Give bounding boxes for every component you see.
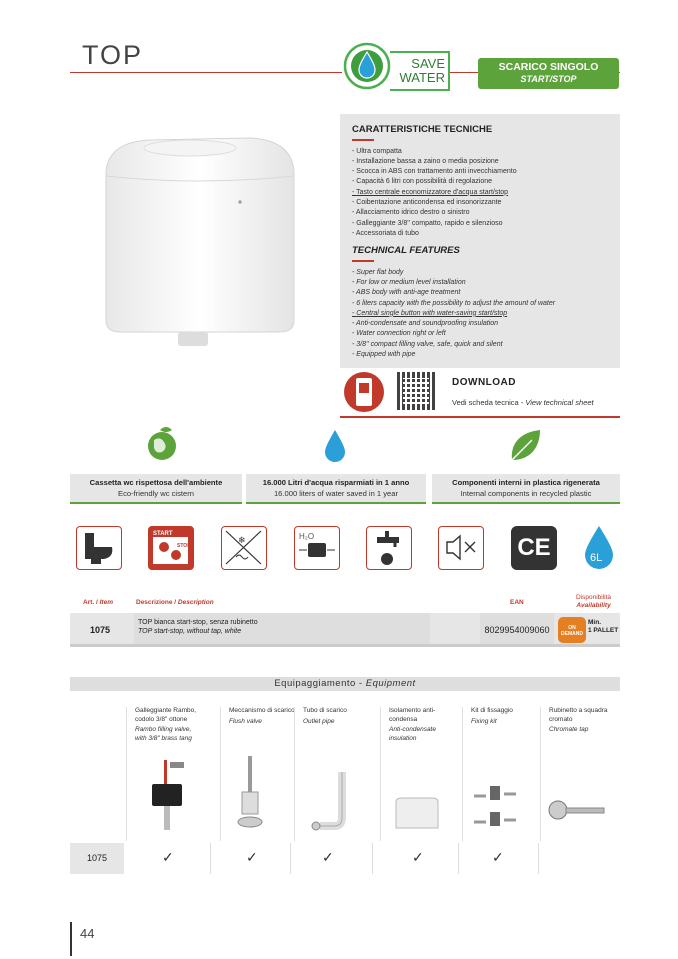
download-title[interactable]: DOWNLOAD [452,377,516,388]
page-title: TOP [82,40,144,70]
spec-item: - Water connection right or left [352,329,608,339]
save-line1: SAVE [411,56,445,71]
equip-it: Meccanismo di scarico [229,707,295,714]
header-art-en: Item [99,599,113,606]
spec-item: - Coibentazione anticondensa ed insonorizzante [352,198,608,208]
header-desc [136,599,214,606]
capacity-drop-icon [583,524,615,570]
on-demand-badge [558,617,586,643]
spec-item: - Ultra compatta [352,147,608,157]
eco-box-3 [432,474,620,504]
download-section[interactable] [340,368,620,418]
specs-list-en [352,268,608,361]
product-desc-en: TOP start-stop, without tap, white [138,628,242,635]
outlet-pipe-image [308,770,354,832]
page-number: 44 [80,926,95,941]
product-ean: 8029954009060 [480,613,554,644]
check-mark: ✓ [412,849,424,865]
spec-item: - Super flat body [352,268,608,278]
eco-title: 16.000 Litri d'acqua risparmiati in 1 anno [262,478,410,487]
column-separator [458,843,459,874]
technical-specs-panel [340,114,620,368]
spec-item: - Galleggiante 3/8'' compatto, rapido e silenzioso [352,219,608,229]
spec-item: - ABS body with anti-age treatment [352,288,608,298]
min-2: 1 PALLET [588,627,619,634]
page-number-bar [70,922,72,956]
specs-list-it [352,147,608,240]
save-line2: WATER [399,70,445,85]
toilet-icon [76,526,122,570]
product-row [70,613,620,647]
spec-item: - For low or medium level installation [352,278,608,288]
equip-it: Isolamento anti-condensa [389,707,436,723]
water-connection-icon [294,526,340,570]
download-sub-en: View technical sheet [525,398,594,407]
fixing-kit-image [470,784,520,832]
ce-label: CE [517,534,551,561]
check-mark: ✓ [246,849,258,865]
spec-item: - Tasto centrale economizzatore d'acqua start/stop [352,188,608,198]
column-separator [372,843,373,874]
tap-icon [366,526,412,570]
spec-item: - Installazione bassa a zaino o media posizione [352,157,608,167]
check-mark: ✓ [322,849,334,865]
eco-subtitle: Internal components in recycled plastic [460,489,592,498]
download-subtitle [452,398,594,407]
eco-subtitle: 16.000 liters of water saved in 1 year [273,489,399,498]
cistern-product-image [100,132,300,352]
equip-it: Tubo di scarico [303,707,347,714]
header-avail-it: Disponibilità [576,594,612,601]
equipment-label-it: Equipaggiamento - [274,678,366,689]
eco-title: Cassetta wc rispettosa dell'ambiente [89,478,223,487]
equip-it: Kit di fissaggio [471,707,513,714]
column-separator [210,843,211,874]
h2o-label: H₂O [299,532,315,541]
equip-en: Fixing kit [471,717,497,725]
specs-accent-rule [352,260,374,262]
header-art [83,599,113,606]
specs-heading-en: TECHNICAL FEATURES [352,245,460,257]
header-avail-en: Availability [576,602,611,609]
product-desc [134,613,430,644]
spec-item: - Scocca in ABS con trattamento anti invecchiamento [352,167,608,177]
spec-item: - Capacità 6 litri con possibilità di regolazione [352,177,608,187]
product-min [588,613,622,644]
spec-item: - 3/8'' compact filling valve, safe, quick and silent [352,340,608,350]
earth-leaf-icon [144,424,180,464]
min-1: Min. [588,619,601,626]
check-mark: ✓ [162,849,174,865]
eco-subtitle: Eco-friendly wc cistern [118,489,194,498]
ce-mark-icon [511,526,557,570]
product-type-badge [478,58,619,89]
specs-heading-it: CARATTERISTICHE TECNICHE [352,124,493,135]
equipment-row [70,843,620,874]
equip-en: Anti-condensate insulation [389,726,436,742]
stop-label: STOP [177,543,191,549]
spec-item: - Anti-condensate and soundproofing insulation [352,319,608,329]
eco-box-1 [70,474,242,504]
column-separator [290,843,291,874]
anti-condensate-icon [221,526,267,570]
equip-en: Rambo filling valve, with 3/8" brass tang [135,726,192,742]
qr-code[interactable] [397,372,435,410]
on-demand-2: DEMAND [561,631,583,637]
column-separator [538,843,539,874]
capacity-label: 6L [590,552,603,564]
phone-scan-icon [342,370,386,414]
svg-text:❄: ❄ [238,536,246,546]
eco-title: Componenti interni in plastica rigenerata [452,478,600,487]
equip-en: Outlet pipe [303,717,335,725]
badge-line2: START/STOP [520,74,577,84]
badge-line1: SCARICO SINGOLO [498,61,599,73]
save-water-text [395,57,445,85]
specs-accent-rule [352,139,374,141]
product-art: 1075 [89,625,111,635]
start-stop-icon [148,526,194,570]
spec-item: - Equipped with pipe [352,350,608,360]
water-drop-icon [322,428,348,464]
filling-valve-image [148,760,188,832]
header-desc-en: Description [177,599,214,606]
header-ean: EAN [510,599,524,606]
start-label: START [153,531,173,537]
equipment-header [70,677,620,691]
equipment-row-number: 1075 [70,843,124,874]
on-demand-1: ON [568,625,576,631]
spec-item: - Allacciamento idrico destro o sinistro [352,208,608,218]
spec-item: - Accessoriata di tubo [352,229,608,239]
equip-it: Galleggiante Rambo, codolo 3/8" ottone [135,707,197,723]
flush-valve-image [232,756,268,832]
equip-en: Flush valve [229,717,262,725]
spec-item: - Central single button with water-saving start/stop [352,309,608,319]
check-mark: ✓ [492,849,504,865]
download-sub-it: Vedi scheda tecnica - [452,398,526,407]
header-availability [576,594,611,610]
chromate-tap-image [546,796,608,826]
header-rule-left [70,72,342,73]
silent-icon [438,526,484,570]
spec-item: - 6 liters capacity with the possibility to adjust the amount of water [352,299,608,309]
header-desc-it: Descrizione / [136,599,178,606]
equip-en: Chromate tap [549,726,589,733]
product-desc-it: TOP bianca start-stop, senza rubinetto [138,619,258,626]
equip-it: Rubinetto a squadra cromato [549,707,608,723]
insulation-image [394,796,440,832]
leaf-icon [508,428,542,464]
eco-box-2 [246,474,426,504]
equipment-label-en: Equipment [365,678,416,689]
header-art-it: Art. / [83,599,100,606]
